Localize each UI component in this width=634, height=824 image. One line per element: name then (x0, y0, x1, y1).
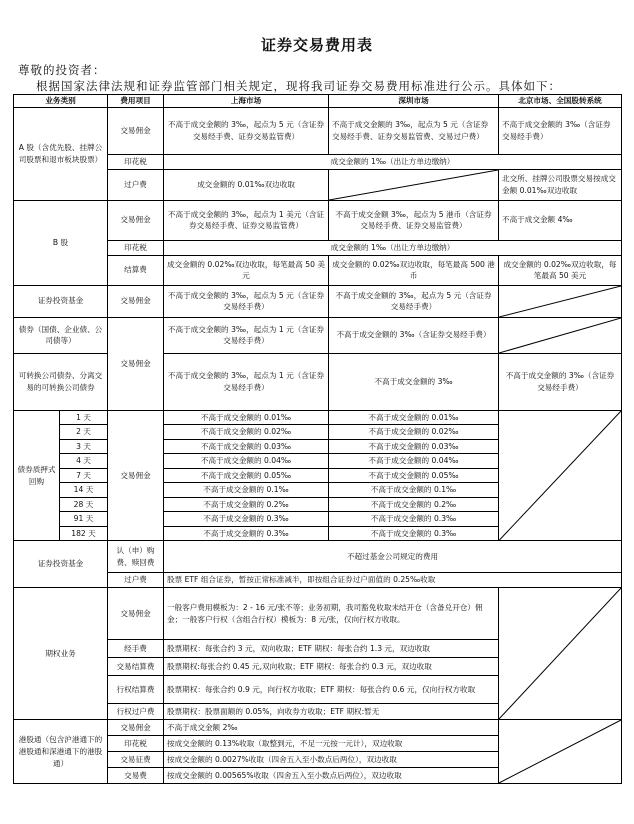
diagonal-cell (499, 410, 622, 541)
item-label: 交易佣金 (108, 720, 164, 736)
diagonal-cell (499, 285, 622, 317)
cell-value: 不高于成交金额的 0.3‰ (329, 512, 499, 527)
header-row (14, 95, 622, 108)
cell-value: 不高于成交金额 2‰ (164, 720, 499, 736)
header-bj: 北京市场、全国股转系统 (499, 95, 622, 108)
category-fund-invest: 证券投资基金 (14, 541, 108, 588)
item-label: 结算费 (108, 255, 164, 285)
diagonal-cell (499, 317, 622, 353)
cell-value: 按成交金额的 0.13%收取（取整到元，不足一元按一元计），双边收取 (164, 736, 499, 752)
repo-term: 7 天 (60, 468, 108, 483)
item-label: 行权过户费 (108, 704, 164, 720)
category-bond: 债券（国债、企业债、公司债等） (14, 317, 108, 353)
cell-value: 不高于成交金额的 3‰，起点为 5 元（含证券交易经手费、证券交易监管费） (164, 107, 329, 154)
cell-value: 股票期权：每张合约 0.9 元，向行权方收取；ETF 期权：每张合约 0.6 元，仅向行权方收取 (164, 676, 499, 704)
item-label: 认（申）购费、赎回费 (108, 541, 164, 573)
cell-value: 不高于成交金额的 0.3‰ (164, 512, 329, 527)
cell-value: 不高于成交金额的 3‰，起点为 5 元（含证券交易经手费） (329, 285, 499, 317)
item-label: 交易佣金 (108, 285, 164, 317)
cell-value: 不高于成交金额的 0.04‰ (164, 454, 329, 469)
item-label: 交易佣金 (108, 410, 164, 541)
cell-value: 不高于成交金额的 0.03‰ (164, 439, 329, 454)
table-row (14, 588, 622, 640)
cell-value: 不高于成交金额的 0.05‰ (164, 468, 329, 483)
cell-value: 不高于成交金额的 3‰（含证券交易经手费） (499, 107, 622, 154)
cell-value: 不高于成交金额的 0.02‰ (164, 425, 329, 440)
item-label: 印花税 (108, 240, 164, 255)
cell-value: 不高于成交金额的 0.1‰ (329, 483, 499, 498)
cell-value: 成交金额的 0.01‰双边收取 (164, 169, 329, 200)
repo-term: 4 天 (60, 454, 108, 469)
cell-value: 成交金额的 1‰（出让方单边缴纳） (164, 154, 622, 169)
category-repo: 债券质押式回购 (14, 410, 60, 541)
cell-value: 不高于成交金额的 3‰（含证券交易经手费） (499, 353, 622, 410)
cell-value: 一般客户费用模板为：2 - 16 元/张不等；业务初期，我司豁免收取未结开仓（含备兑开仓）佣金；一般客户行权（含组合行权）模板为：8 元/张，仅向行权方收取。 (164, 588, 499, 640)
repo-term: 1 天 (60, 410, 108, 425)
fee-table (13, 94, 622, 784)
cell-value: 不高于成交金额的 3‰（含证券交易经手费） (329, 317, 499, 353)
repo-term: 91 天 (60, 512, 108, 527)
cell-value: 按成交金额的 0.0027%收取（四舍五入至小数点后两位），双边收取 (164, 752, 499, 768)
cell-value: 不高于成交金额的 0.3‰ (164, 526, 329, 541)
cell-value: 不高于成交金额的 0.2‰ (164, 497, 329, 512)
table-row (14, 410, 622, 425)
item-label: 交易佣金 (108, 588, 164, 640)
greeting: 尊敬的投资者： (18, 63, 106, 77)
page-title: 证券交易费用表 (260, 36, 373, 54)
category-convertible: 可转换公司债券、分离交易的可转换公司债券 (14, 353, 108, 410)
cell-value: 不高于成交金额的 0.3‰ (329, 526, 499, 541)
diagonal-cell (329, 169, 499, 200)
item-label: 经手费 (108, 640, 164, 658)
repo-term: 182 天 (60, 526, 108, 541)
diagonal-cell (499, 588, 622, 720)
repo-term: 3 天 (60, 439, 108, 454)
header-item: 费用项目 (108, 95, 164, 108)
cell-value: 成交金额的 0.02‰双边收取，每笔最高 50 美元 (499, 255, 622, 285)
table-row (14, 200, 622, 240)
table-row (14, 285, 622, 317)
item-label: 交易佣金 (108, 107, 164, 154)
cell-value: 不高于成交金额的 0.04‰ (329, 454, 499, 469)
table-row (14, 107, 622, 154)
repo-term: 2 天 (60, 425, 108, 440)
cell-value: 不高于成交金额的 0.1‰ (164, 483, 329, 498)
table-row (14, 353, 622, 410)
header-category: 业务类别 (14, 95, 108, 108)
item-label: 交易结算费 (108, 658, 164, 676)
cell-value: 不高于成交金额的 3‰，起点为 1 元（含证券交易经手费） (164, 353, 329, 410)
category-b-share: B 股 (14, 200, 108, 285)
item-label: 交易佣金 (108, 200, 164, 240)
cell-value: 不高于成交金额 4‰ (499, 200, 622, 240)
cell-value: 不高于成交金额的 3‰，起点为 5 元（含证券交易经手费、证券交易监管费、交易过户费） (329, 107, 499, 154)
table-row (14, 317, 622, 353)
item-label: 印花税 (108, 154, 164, 169)
item-label: 行权结算费 (108, 676, 164, 704)
repo-term: 14 天 (60, 483, 108, 498)
category-hk-connect: 港股通（包含沪港通下的港股通和深港通下的港股通） (14, 720, 108, 784)
item-label: 印花税 (108, 736, 164, 752)
cell-value: 不高于成交金额的 3‰，起点为 1 元（含证券交易经手费） (164, 317, 329, 353)
cell-value: 成交金额的 1‰（出让方单边缴纳） (164, 240, 622, 255)
cell-value: 不超过基金公司规定的费用 (164, 541, 622, 573)
cell-value: 不高于成交金额 3‰，起点为 5 港币（含证券交易经手费、证券交易监管费） (329, 200, 499, 240)
item-label: 交易费 (108, 768, 164, 784)
item-label: 过户费 (108, 169, 164, 200)
cell-value: 成交金额的 0.02‰双边收取，每笔最高 500 港币 (329, 255, 499, 285)
cell-value: 股票期权:每张合约 0.45 元,双向收取；ETF 期权：每张合约 0.3 元，双边收取 (164, 658, 499, 676)
table-row (14, 541, 622, 573)
cell-value: 不高于成交金额的 0.05‰ (329, 468, 499, 483)
cell-value: 股票期权：每张合约 3 元，双向收取；ETF 期权：每张合约 1.3 元，双边收取 (164, 640, 499, 658)
header-sh: 上海市场 (164, 95, 329, 108)
table-row (14, 720, 622, 736)
repo-term: 28 天 (60, 497, 108, 512)
item-label: 交易征费 (108, 752, 164, 768)
cell-value: 不高于成交金额的 0.01‰ (329, 410, 499, 425)
cell-value: 不高于成交金额的 3‰ (329, 353, 499, 410)
intro-text: 根据国家法律法规和证券监管部门相关规定，现将我司证券交易费用标准进行公示。具体如下： (36, 79, 561, 93)
cell-value: 按成交金额的 0.00565%收取（四舍五入至小数点后两位），双边收取 (164, 768, 499, 784)
cell-value: 不高于成交金额的 0.01‰ (164, 410, 329, 425)
cell-value: 成交金额的 0.02‰双边收取，每笔最高 50 美元 (164, 255, 329, 285)
cell-value: 股票 ETF 组合证券，暂按正常标准减半，即按组合证券过户面值的 0.25‰收取 (164, 573, 622, 588)
cell-value: 不高于成交金额的 0.03‰ (329, 439, 499, 454)
cell-value: 北交所、挂牌公司股票交易按成交金额 0.01‰双边收取 (499, 169, 622, 200)
item-label: 交易佣金 (108, 317, 164, 410)
category-fund: 证券投资基金 (14, 285, 108, 317)
cell-value: 不高于成交金额的 0.2‰ (329, 497, 499, 512)
item-label: 过户费 (108, 573, 164, 588)
cell-value: 不高于成交金额的 0.02‰ (329, 425, 499, 440)
cell-value: 不高于成交金额的 3‰，起点为 1 美元（含证券交易经手费、证券交易监管费） (164, 200, 329, 240)
cell-value: 股票期权：股票面额的 0.05%，向收券方收取；ETF 期权:暂无 (164, 704, 499, 720)
cell-value: 不高于成交金额的 3‰，起点为 5 元（含证券交易经手费） (164, 285, 329, 317)
diagonal-cell (499, 720, 622, 784)
category-a-share: A 股（含优先股、挂牌公司股票和退市板块股票） (14, 107, 108, 200)
header-sz: 深圳市场 (329, 95, 499, 108)
category-options: 期权业务 (14, 588, 108, 720)
